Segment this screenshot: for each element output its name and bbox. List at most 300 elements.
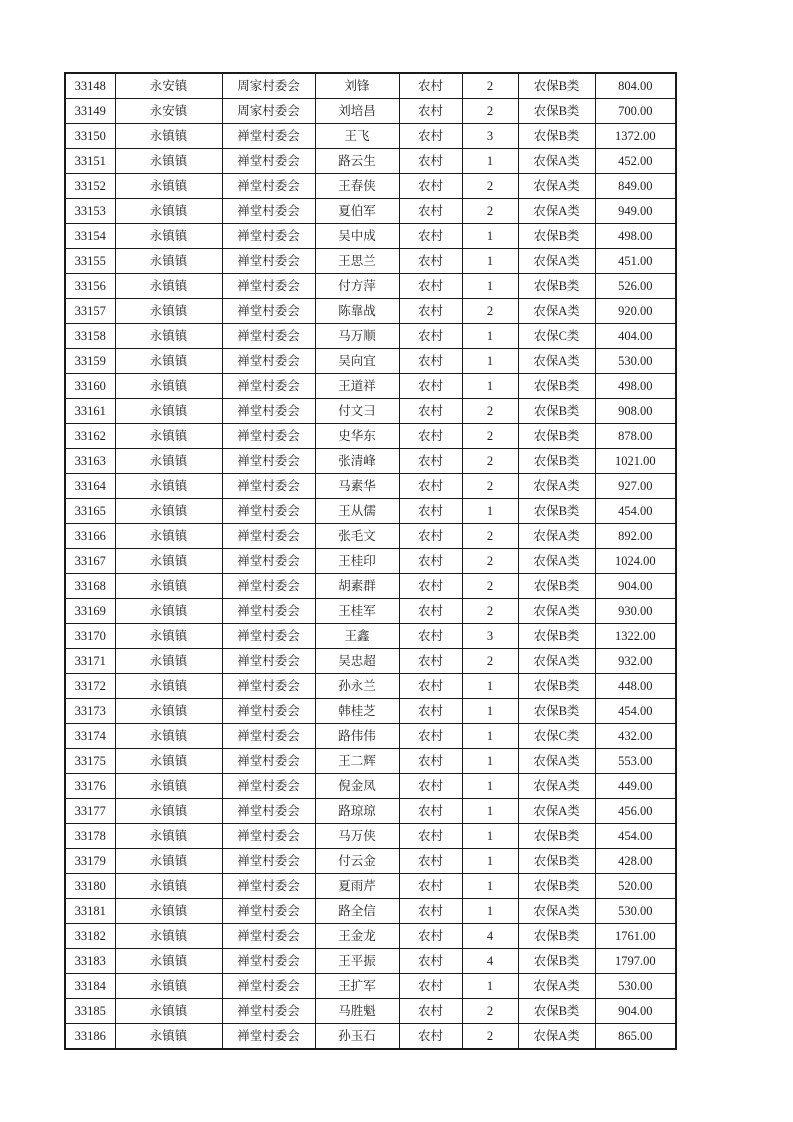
cell-village-committee: 禅堂村委会 [222, 949, 315, 974]
cell-village-committee: 禅堂村委会 [222, 374, 315, 399]
cell-insurance-category: 农保A类 [518, 199, 595, 224]
cell-person-count: 2 [462, 99, 518, 124]
cell-residence-type: 农村 [399, 599, 462, 624]
cell-record-id: 33158 [65, 324, 115, 349]
cell-amount: 530.00 [595, 349, 676, 374]
cell-person-name: 王道祥 [315, 374, 399, 399]
table-row [65, 249, 676, 274]
table-row [65, 749, 676, 774]
cell-town: 永镇镇 [115, 149, 222, 174]
cell-person-count: 4 [462, 949, 518, 974]
cell-insurance-category: 农保A类 [518, 749, 595, 774]
cell-residence-type: 农村 [399, 799, 462, 824]
cell-person-name: 刘锋 [315, 73, 399, 99]
cell-village-committee: 禅堂村委会 [222, 199, 315, 224]
cell-village-committee: 禅堂村委会 [222, 999, 315, 1024]
cell-village-committee: 禅堂村委会 [222, 649, 315, 674]
cell-person-name: 王桂印 [315, 549, 399, 574]
cell-residence-type: 农村 [399, 974, 462, 999]
cell-amount: 878.00 [595, 424, 676, 449]
cell-amount: 1797.00 [595, 949, 676, 974]
cell-record-id: 33162 [65, 424, 115, 449]
cell-amount: 930.00 [595, 599, 676, 624]
cell-town: 永镇镇 [115, 649, 222, 674]
cell-amount: 498.00 [595, 374, 676, 399]
cell-village-committee: 禅堂村委会 [222, 424, 315, 449]
cell-village-committee: 禅堂村委会 [222, 1024, 315, 1050]
cell-record-id: 33149 [65, 99, 115, 124]
cell-record-id: 33172 [65, 674, 115, 699]
cell-amount: 904.00 [595, 999, 676, 1024]
cell-amount: 700.00 [595, 99, 676, 124]
cell-town: 永镇镇 [115, 999, 222, 1024]
cell-residence-type: 农村 [399, 399, 462, 424]
cell-insurance-category: 农保B类 [518, 449, 595, 474]
cell-town: 永镇镇 [115, 299, 222, 324]
cell-record-id: 33160 [65, 374, 115, 399]
cell-record-id: 33159 [65, 349, 115, 374]
table-row [65, 399, 676, 424]
cell-village-committee: 禅堂村委会 [222, 899, 315, 924]
table-row [65, 524, 676, 549]
cell-person-count: 2 [462, 399, 518, 424]
cell-residence-type: 农村 [399, 649, 462, 674]
cell-person-count: 1 [462, 774, 518, 799]
cell-person-count: 2 [462, 299, 518, 324]
cell-town: 永镇镇 [115, 724, 222, 749]
cell-residence-type: 农村 [399, 924, 462, 949]
cell-village-committee: 禅堂村委会 [222, 724, 315, 749]
cell-person-count: 1 [462, 274, 518, 299]
cell-village-committee: 禅堂村委会 [222, 749, 315, 774]
cell-person-name: 夏雨芹 [315, 874, 399, 899]
table-row [65, 1024, 676, 1050]
cell-insurance-category: 农保B类 [518, 849, 595, 874]
cell-person-count: 2 [462, 574, 518, 599]
cell-record-id: 33186 [65, 1024, 115, 1050]
cell-village-committee: 禅堂村委会 [222, 974, 315, 999]
cell-record-id: 33171 [65, 649, 115, 674]
cell-town: 永镇镇 [115, 824, 222, 849]
cell-residence-type: 农村 [399, 899, 462, 924]
cell-person-name: 马胜魁 [315, 999, 399, 1024]
cell-town: 永镇镇 [115, 499, 222, 524]
cell-village-committee: 禅堂村委会 [222, 824, 315, 849]
cell-record-id: 33182 [65, 924, 115, 949]
cell-amount: 526.00 [595, 274, 676, 299]
cell-insurance-category: 农保B类 [518, 874, 595, 899]
cell-record-id: 33170 [65, 624, 115, 649]
cell-person-name: 王从儒 [315, 499, 399, 524]
cell-insurance-category: 农保A类 [518, 799, 595, 824]
cell-town: 永镇镇 [115, 349, 222, 374]
cell-person-name: 陈靠战 [315, 299, 399, 324]
table-row [65, 73, 676, 99]
cell-village-committee: 禅堂村委会 [222, 449, 315, 474]
cell-amount: 1021.00 [595, 449, 676, 474]
cell-town: 永镇镇 [115, 424, 222, 449]
cell-person-name: 路全信 [315, 899, 399, 924]
table-row [65, 699, 676, 724]
table-row [65, 949, 676, 974]
cell-insurance-category: 农保B类 [518, 424, 595, 449]
table-row [65, 124, 676, 149]
cell-record-id: 33179 [65, 849, 115, 874]
cell-residence-type: 农村 [399, 349, 462, 374]
cell-person-name: 张清峰 [315, 449, 399, 474]
cell-person-name: 王扩军 [315, 974, 399, 999]
cell-person-count: 1 [462, 749, 518, 774]
cell-person-name: 路琼琼 [315, 799, 399, 824]
cell-residence-type: 农村 [399, 99, 462, 124]
table-row [65, 774, 676, 799]
table-row [65, 924, 676, 949]
cell-person-count: 2 [462, 424, 518, 449]
cell-person-count: 1 [462, 674, 518, 699]
cell-amount: 932.00 [595, 649, 676, 674]
cell-amount: 454.00 [595, 699, 676, 724]
cell-insurance-category: 农保A类 [518, 1024, 595, 1050]
cell-person-name: 孙永兰 [315, 674, 399, 699]
cell-amount: 949.00 [595, 199, 676, 224]
cell-amount: 1372.00 [595, 124, 676, 149]
cell-person-name: 倪金凤 [315, 774, 399, 799]
cell-village-committee: 禅堂村委会 [222, 299, 315, 324]
cell-insurance-category: 农保B类 [518, 499, 595, 524]
table-row [65, 349, 676, 374]
cell-person-name: 张毛文 [315, 524, 399, 549]
cell-person-name: 孙玉石 [315, 1024, 399, 1050]
cell-record-id: 33163 [65, 449, 115, 474]
cell-record-id: 33161 [65, 399, 115, 424]
cell-insurance-category: 农保A类 [518, 249, 595, 274]
cell-town: 永镇镇 [115, 699, 222, 724]
table-row [65, 324, 676, 349]
cell-person-name: 付方萍 [315, 274, 399, 299]
cell-person-name: 吴中成 [315, 224, 399, 249]
cell-record-id: 33173 [65, 699, 115, 724]
cell-insurance-category: 农保B类 [518, 699, 595, 724]
pension-roster-table [64, 72, 677, 1050]
cell-residence-type: 农村 [399, 824, 462, 849]
cell-person-name: 路伟伟 [315, 724, 399, 749]
cell-town: 永安镇 [115, 99, 222, 124]
cell-person-count: 2 [462, 449, 518, 474]
cell-record-id: 33181 [65, 899, 115, 924]
cell-village-committee: 禅堂村委会 [222, 624, 315, 649]
cell-amount: 454.00 [595, 824, 676, 849]
cell-amount: 452.00 [595, 149, 676, 174]
cell-amount: 849.00 [595, 174, 676, 199]
cell-amount: 920.00 [595, 299, 676, 324]
cell-person-count: 2 [462, 549, 518, 574]
cell-person-count: 1 [462, 899, 518, 924]
cell-residence-type: 农村 [399, 774, 462, 799]
cell-town: 永镇镇 [115, 199, 222, 224]
cell-insurance-category: 农保A类 [518, 524, 595, 549]
table-row [65, 274, 676, 299]
cell-insurance-category: 农保A类 [518, 174, 595, 199]
cell-person-name: 吴忠超 [315, 649, 399, 674]
cell-record-id: 33168 [65, 574, 115, 599]
cell-insurance-category: 农保B类 [518, 274, 595, 299]
cell-person-count: 1 [462, 724, 518, 749]
cell-amount: 927.00 [595, 474, 676, 499]
table-row [65, 724, 676, 749]
cell-town: 永镇镇 [115, 799, 222, 824]
cell-insurance-category: 农保A类 [518, 974, 595, 999]
cell-residence-type: 农村 [399, 624, 462, 649]
cell-record-id: 33167 [65, 549, 115, 574]
table-row [65, 299, 676, 324]
cell-insurance-category: 农保B类 [518, 399, 595, 424]
cell-insurance-category: 农保B类 [518, 99, 595, 124]
cell-residence-type: 农村 [399, 249, 462, 274]
cell-insurance-category: 农保A类 [518, 474, 595, 499]
cell-town: 永镇镇 [115, 849, 222, 874]
table-row [65, 224, 676, 249]
cell-village-committee: 禅堂村委会 [222, 549, 315, 574]
cell-town: 永安镇 [115, 73, 222, 99]
table-row [65, 999, 676, 1024]
cell-record-id: 33177 [65, 799, 115, 824]
table-row [65, 99, 676, 124]
cell-town: 永镇镇 [115, 924, 222, 949]
cell-person-count: 1 [462, 149, 518, 174]
cell-residence-type: 农村 [399, 374, 462, 399]
cell-amount: 865.00 [595, 1024, 676, 1050]
cell-record-id: 33184 [65, 974, 115, 999]
cell-residence-type: 农村 [399, 549, 462, 574]
table-row [65, 799, 676, 824]
cell-town: 永镇镇 [115, 549, 222, 574]
cell-insurance-category: 农保A类 [518, 149, 595, 174]
cell-person-count: 2 [462, 174, 518, 199]
cell-insurance-category: 农保B类 [518, 574, 595, 599]
cell-record-id: 33164 [65, 474, 115, 499]
cell-person-name: 王二辉 [315, 749, 399, 774]
cell-amount: 448.00 [595, 674, 676, 699]
cell-person-name: 刘培昌 [315, 99, 399, 124]
cell-insurance-category: 农保B类 [518, 374, 595, 399]
cell-village-committee: 周家村委会 [222, 73, 315, 99]
cell-village-committee: 禅堂村委会 [222, 599, 315, 624]
cell-residence-type: 农村 [399, 199, 462, 224]
cell-amount: 892.00 [595, 524, 676, 549]
cell-person-name: 王金龙 [315, 924, 399, 949]
cell-residence-type: 农村 [399, 724, 462, 749]
cell-person-count: 1 [462, 324, 518, 349]
cell-amount: 530.00 [595, 899, 676, 924]
cell-residence-type: 农村 [399, 73, 462, 99]
cell-amount: 428.00 [595, 849, 676, 874]
cell-village-committee: 禅堂村委会 [222, 524, 315, 549]
table-row [65, 374, 676, 399]
cell-town: 永镇镇 [115, 174, 222, 199]
cell-insurance-category: 农保A类 [518, 549, 595, 574]
table-row [65, 874, 676, 899]
cell-person-count: 1 [462, 874, 518, 899]
cell-insurance-category: 农保B类 [518, 73, 595, 99]
cell-person-count: 2 [462, 73, 518, 99]
cell-person-count: 2 [462, 599, 518, 624]
cell-residence-type: 农村 [399, 874, 462, 899]
cell-person-name: 王飞 [315, 124, 399, 149]
cell-town: 永镇镇 [115, 599, 222, 624]
cell-record-id: 33157 [65, 299, 115, 324]
cell-insurance-category: 农保A类 [518, 774, 595, 799]
cell-person-count: 1 [462, 499, 518, 524]
cell-village-committee: 禅堂村委会 [222, 249, 315, 274]
table-body [65, 73, 676, 1049]
cell-insurance-category: 农保B类 [518, 674, 595, 699]
cell-record-id: 33175 [65, 749, 115, 774]
cell-person-name: 马素华 [315, 474, 399, 499]
cell-record-id: 33156 [65, 274, 115, 299]
table-row [65, 199, 676, 224]
cell-residence-type: 农村 [399, 949, 462, 974]
cell-person-name: 王平振 [315, 949, 399, 974]
cell-town: 永镇镇 [115, 949, 222, 974]
cell-village-committee: 禅堂村委会 [222, 874, 315, 899]
cell-village-committee: 禅堂村委会 [222, 499, 315, 524]
table-row [65, 174, 676, 199]
cell-person-name: 路云生 [315, 149, 399, 174]
cell-person-count: 3 [462, 124, 518, 149]
cell-amount: 498.00 [595, 224, 676, 249]
cell-insurance-category: 农保A类 [518, 599, 595, 624]
cell-insurance-category: 农保B类 [518, 924, 595, 949]
table-row [65, 624, 676, 649]
cell-residence-type: 农村 [399, 474, 462, 499]
cell-person-name: 韩桂芝 [315, 699, 399, 724]
cell-person-count: 2 [462, 474, 518, 499]
cell-village-committee: 禅堂村委会 [222, 474, 315, 499]
cell-person-name: 胡素群 [315, 574, 399, 599]
cell-person-name: 王鑫 [315, 624, 399, 649]
cell-record-id: 33155 [65, 249, 115, 274]
cell-amount: 520.00 [595, 874, 676, 899]
cell-town: 永镇镇 [115, 1024, 222, 1050]
cell-town: 永镇镇 [115, 324, 222, 349]
cell-town: 永镇镇 [115, 899, 222, 924]
cell-residence-type: 农村 [399, 524, 462, 549]
cell-person-count: 1 [462, 249, 518, 274]
cell-insurance-category: 农保B类 [518, 124, 595, 149]
cell-town: 永镇镇 [115, 124, 222, 149]
cell-record-id: 33176 [65, 774, 115, 799]
cell-insurance-category: 农保B类 [518, 624, 595, 649]
cell-insurance-category: 农保B类 [518, 949, 595, 974]
table-row [65, 974, 676, 999]
cell-residence-type: 农村 [399, 124, 462, 149]
cell-amount: 1761.00 [595, 924, 676, 949]
cell-insurance-category: 农保A类 [518, 649, 595, 674]
cell-person-name: 王春侠 [315, 174, 399, 199]
table-row [65, 549, 676, 574]
cell-town: 永镇镇 [115, 224, 222, 249]
table-row [65, 474, 676, 499]
cell-record-id: 33154 [65, 224, 115, 249]
cell-village-committee: 禅堂村委会 [222, 574, 315, 599]
cell-insurance-category: 农保A类 [518, 899, 595, 924]
cell-town: 永镇镇 [115, 374, 222, 399]
cell-insurance-category: 农保B类 [518, 824, 595, 849]
cell-town: 永镇镇 [115, 674, 222, 699]
cell-amount: 404.00 [595, 324, 676, 349]
cell-person-count: 3 [462, 624, 518, 649]
cell-village-committee: 禅堂村委会 [222, 799, 315, 824]
cell-town: 永镇镇 [115, 274, 222, 299]
cell-village-committee: 禅堂村委会 [222, 699, 315, 724]
cell-insurance-category: 农保C类 [518, 324, 595, 349]
cell-amount: 449.00 [595, 774, 676, 799]
cell-record-id: 33166 [65, 524, 115, 549]
table-row [65, 674, 676, 699]
cell-residence-type: 农村 [399, 324, 462, 349]
cell-record-id: 33185 [65, 999, 115, 1024]
cell-town: 永镇镇 [115, 474, 222, 499]
cell-town: 永镇镇 [115, 249, 222, 274]
cell-village-committee: 禅堂村委会 [222, 349, 315, 374]
cell-residence-type: 农村 [399, 849, 462, 874]
cell-record-id: 33151 [65, 149, 115, 174]
cell-person-name: 付云金 [315, 849, 399, 874]
cell-town: 永镇镇 [115, 574, 222, 599]
cell-person-count: 1 [462, 824, 518, 849]
cell-amount: 432.00 [595, 724, 676, 749]
cell-amount: 553.00 [595, 749, 676, 774]
cell-record-id: 33152 [65, 174, 115, 199]
cell-village-committee: 禅堂村委会 [222, 224, 315, 249]
table-row [65, 824, 676, 849]
cell-record-id: 33148 [65, 73, 115, 99]
cell-record-id: 33180 [65, 874, 115, 899]
cell-amount: 804.00 [595, 73, 676, 99]
cell-residence-type: 农村 [399, 999, 462, 1024]
table-row [65, 574, 676, 599]
cell-town: 永镇镇 [115, 449, 222, 474]
cell-village-committee: 禅堂村委会 [222, 324, 315, 349]
cell-residence-type: 农村 [399, 274, 462, 299]
cell-residence-type: 农村 [399, 699, 462, 724]
cell-town: 永镇镇 [115, 624, 222, 649]
cell-person-count: 1 [462, 224, 518, 249]
cell-insurance-category: 农保B类 [518, 999, 595, 1024]
cell-village-committee: 禅堂村委会 [222, 124, 315, 149]
cell-town: 永镇镇 [115, 874, 222, 899]
cell-record-id: 33153 [65, 199, 115, 224]
cell-person-name: 马万顺 [315, 324, 399, 349]
cell-person-name: 史华东 [315, 424, 399, 449]
cell-residence-type: 农村 [399, 299, 462, 324]
table-row [65, 449, 676, 474]
cell-person-count: 1 [462, 699, 518, 724]
table-row [65, 599, 676, 624]
cell-person-name: 王桂军 [315, 599, 399, 624]
cell-record-id: 33169 [65, 599, 115, 624]
cell-person-count: 1 [462, 799, 518, 824]
table-row [65, 499, 676, 524]
cell-residence-type: 农村 [399, 449, 462, 474]
table-row [65, 849, 676, 874]
cell-town: 永镇镇 [115, 524, 222, 549]
cell-record-id: 33183 [65, 949, 115, 974]
cell-village-committee: 禅堂村委会 [222, 924, 315, 949]
cell-amount: 451.00 [595, 249, 676, 274]
cell-person-count: 2 [462, 649, 518, 674]
cell-amount: 1322.00 [595, 624, 676, 649]
